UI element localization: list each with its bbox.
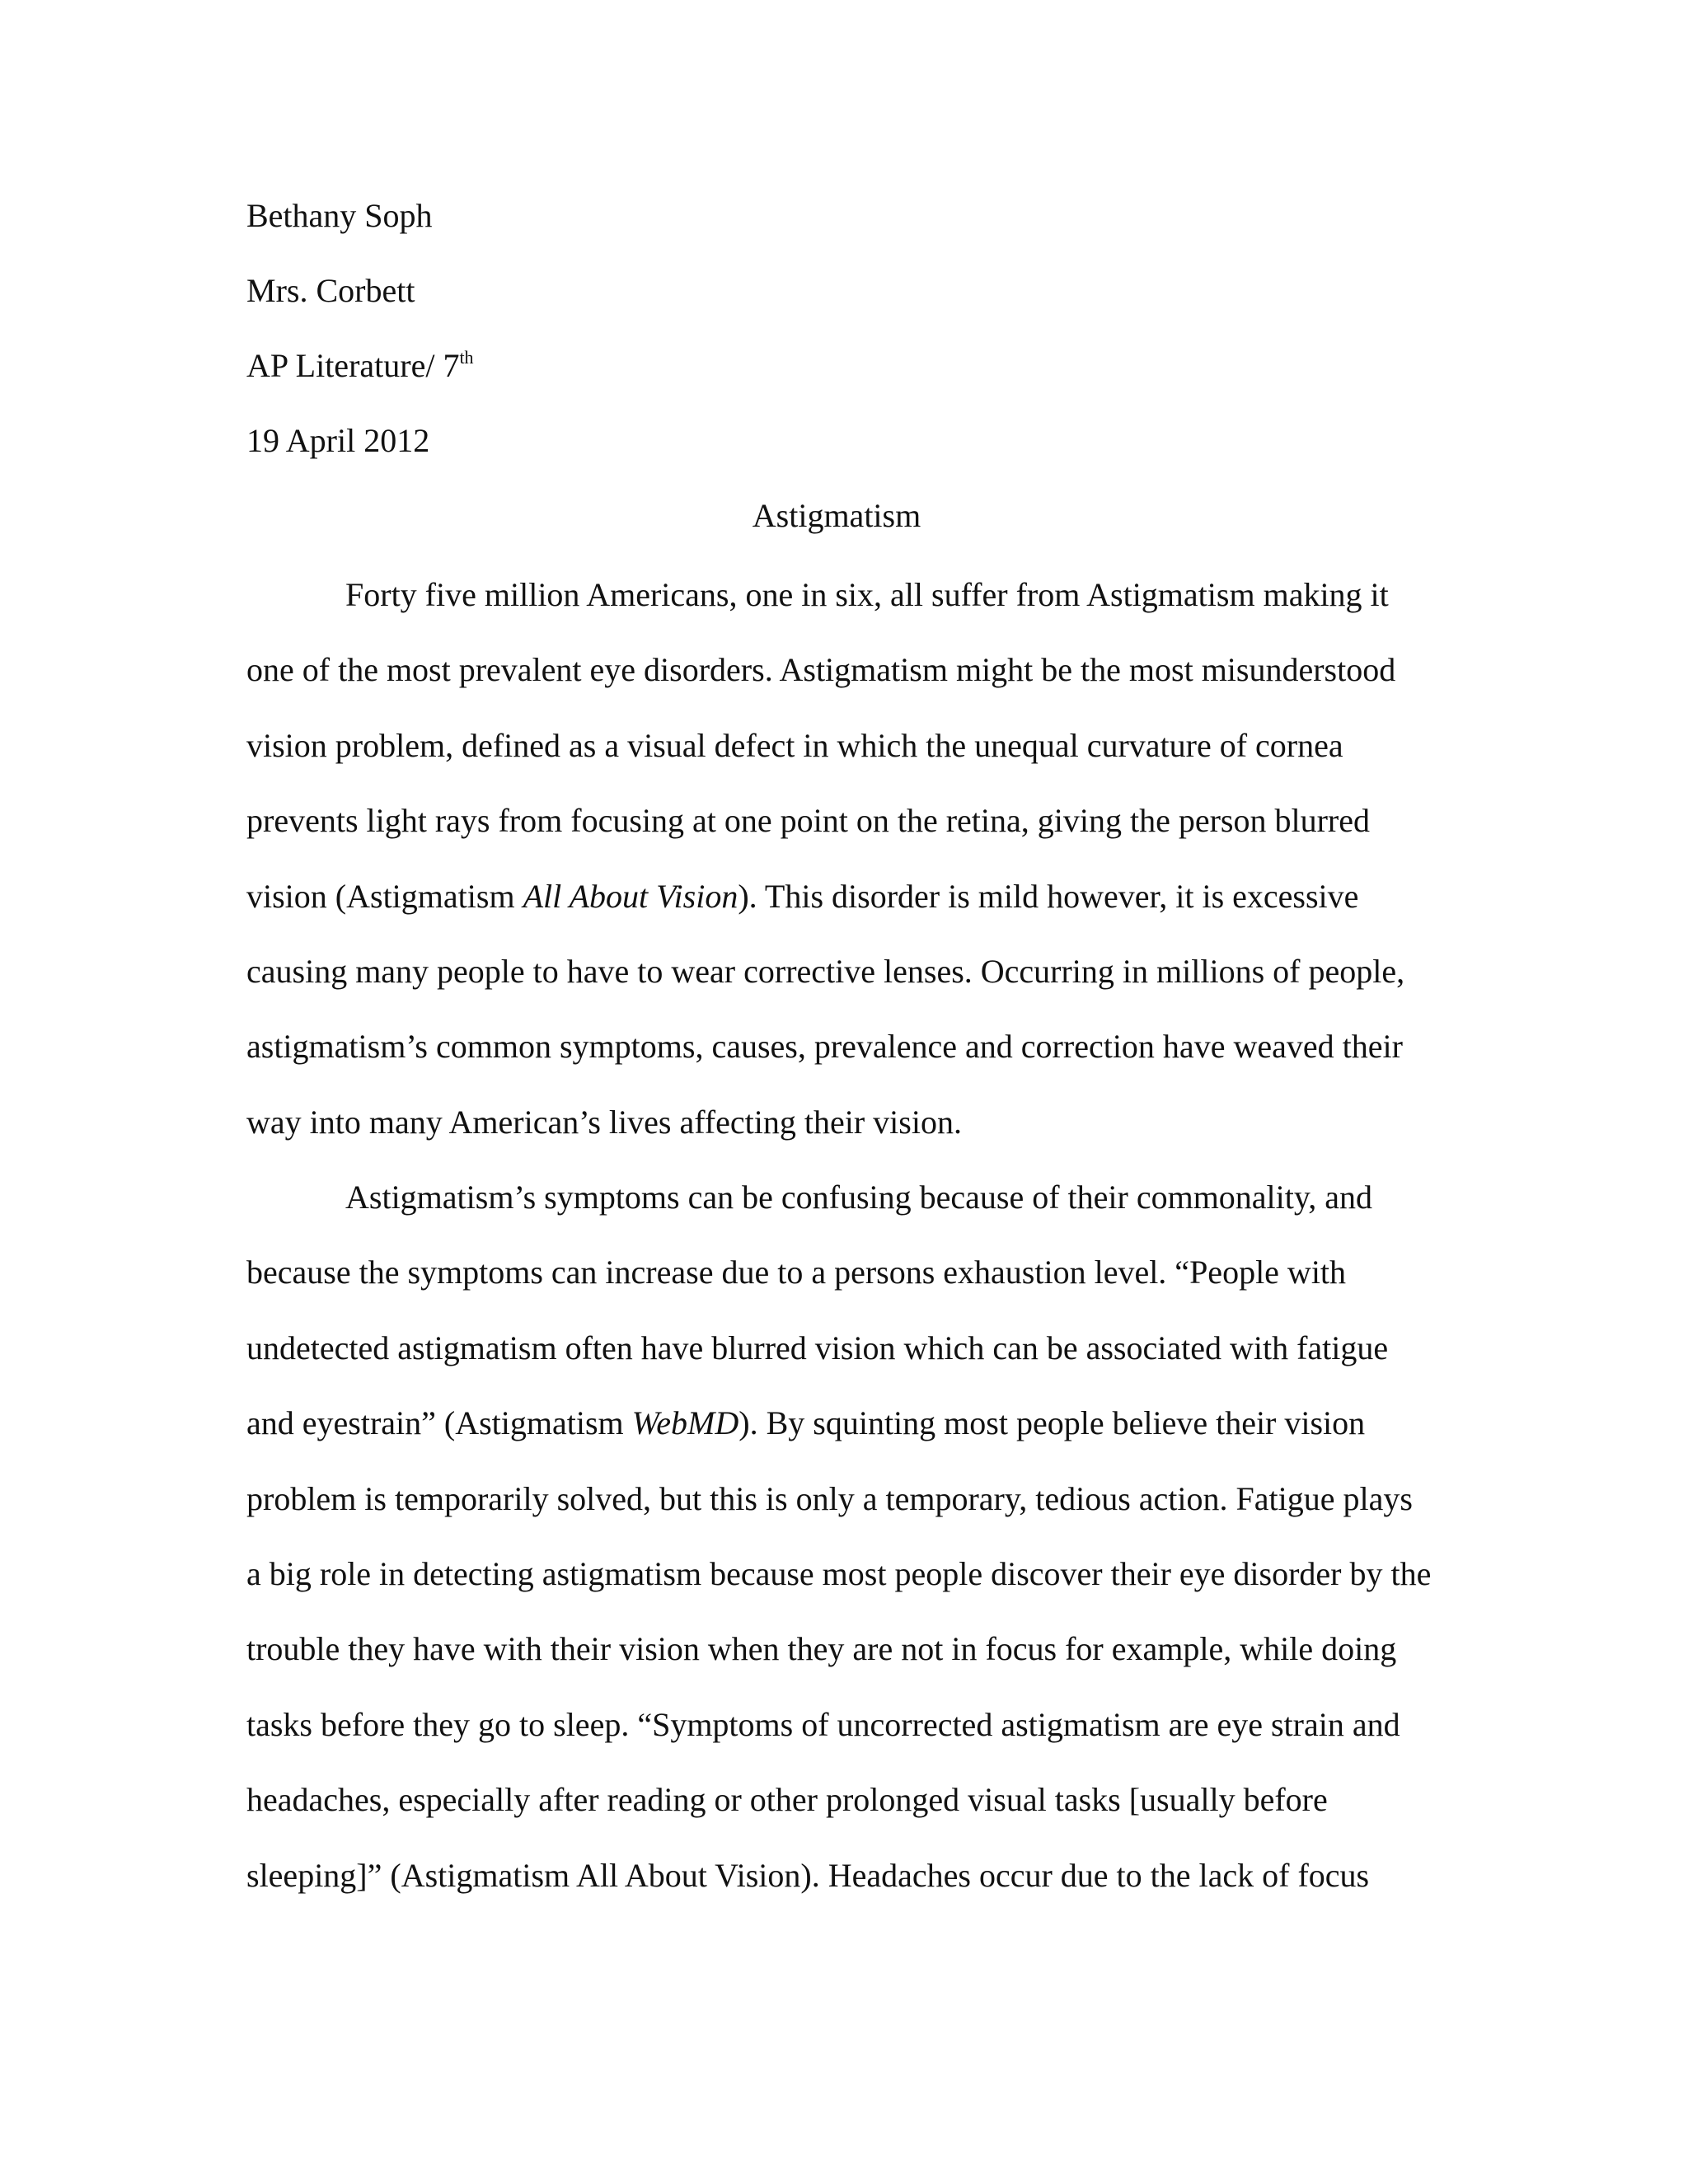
text-line: vision problem, defined as a visual defect in which the unequal curvature of cornea bbox=[246, 726, 1343, 764]
text-run: vision (Astigmatism bbox=[246, 877, 523, 915]
citation-source: All About Vision bbox=[523, 877, 738, 915]
text-line: undetected astigmatism often have blurred vision which can be associated with fatigue bbox=[246, 1329, 1389, 1366]
text-run: ). This disorder is mild however, it is excessive bbox=[738, 877, 1359, 915]
text-line: a big role in detecting astigmatism because most people discover their eye disorder by the bbox=[246, 1554, 1432, 1592]
text-line: sleeping]” (Astigmatism All About Vision). Headaches occur due to the lack of focus bbox=[246, 1856, 1370, 1894]
course-name bbox=[246, 345, 474, 387]
text-run: ). By squinting most people believe their vision bbox=[738, 1404, 1366, 1442]
author-name: Bethany Soph bbox=[246, 197, 433, 234]
text-run: and eyestrain” (Astigmatism bbox=[246, 1404, 632, 1442]
paragraph-2 bbox=[246, 1160, 1432, 1913]
text-line bbox=[246, 1385, 1427, 1460]
text-line: problem is temporarily solved, but this is only a temporary, tedious action. Fatigue plays bbox=[246, 1479, 1413, 1517]
teacher-name: Mrs. Corbett bbox=[246, 272, 415, 309]
text-line: tasks before they go to sleep. “Symptoms of uncorrected astigmatism are eye strain and bbox=[246, 1705, 1400, 1743]
course-label: AP Literature/ 7 bbox=[246, 347, 460, 384]
essay-title: Astigmatism bbox=[752, 497, 921, 534]
paragraph-1 bbox=[246, 557, 1427, 1160]
text-line: Forty five million Americans, one in six, all suffer from Astigmatism making it bbox=[345, 576, 1389, 613]
text-line: headaches, especially after reading or other prolonged visual tasks [usually before bbox=[246, 1781, 1328, 1819]
citation-source: WebMD bbox=[631, 1404, 739, 1442]
text-line: Astigmatism’s symptoms can be confusing because of their commonality, and bbox=[345, 1179, 1373, 1216]
text-line: because the symptoms can increase due to a persons exhaustion level. “People with bbox=[246, 1254, 1347, 1291]
text-line: causing many people to have to wear corrective lenses. Occurring in millions of people, bbox=[246, 952, 1405, 990]
text-line: prevents light rays from focusing at one point on the retina, giving the person blurred bbox=[246, 802, 1371, 840]
text-line: way into many American’s lives affecting their vision. bbox=[246, 1103, 962, 1141]
text-line bbox=[246, 859, 1427, 934]
course-ordinal-suffix: th bbox=[459, 347, 474, 368]
document-date: 19 April 2012 bbox=[246, 422, 430, 459]
text-line: astigmatism’s common symptoms, causes, prevalence and correction have weaved their bbox=[246, 1028, 1403, 1066]
text-line: trouble they have with their vision when they are not in focus for example, while doing bbox=[246, 1630, 1397, 1668]
text-line: one of the most prevalent eye disorders. Astigmatism might be the most misunderstood bbox=[246, 651, 1396, 689]
